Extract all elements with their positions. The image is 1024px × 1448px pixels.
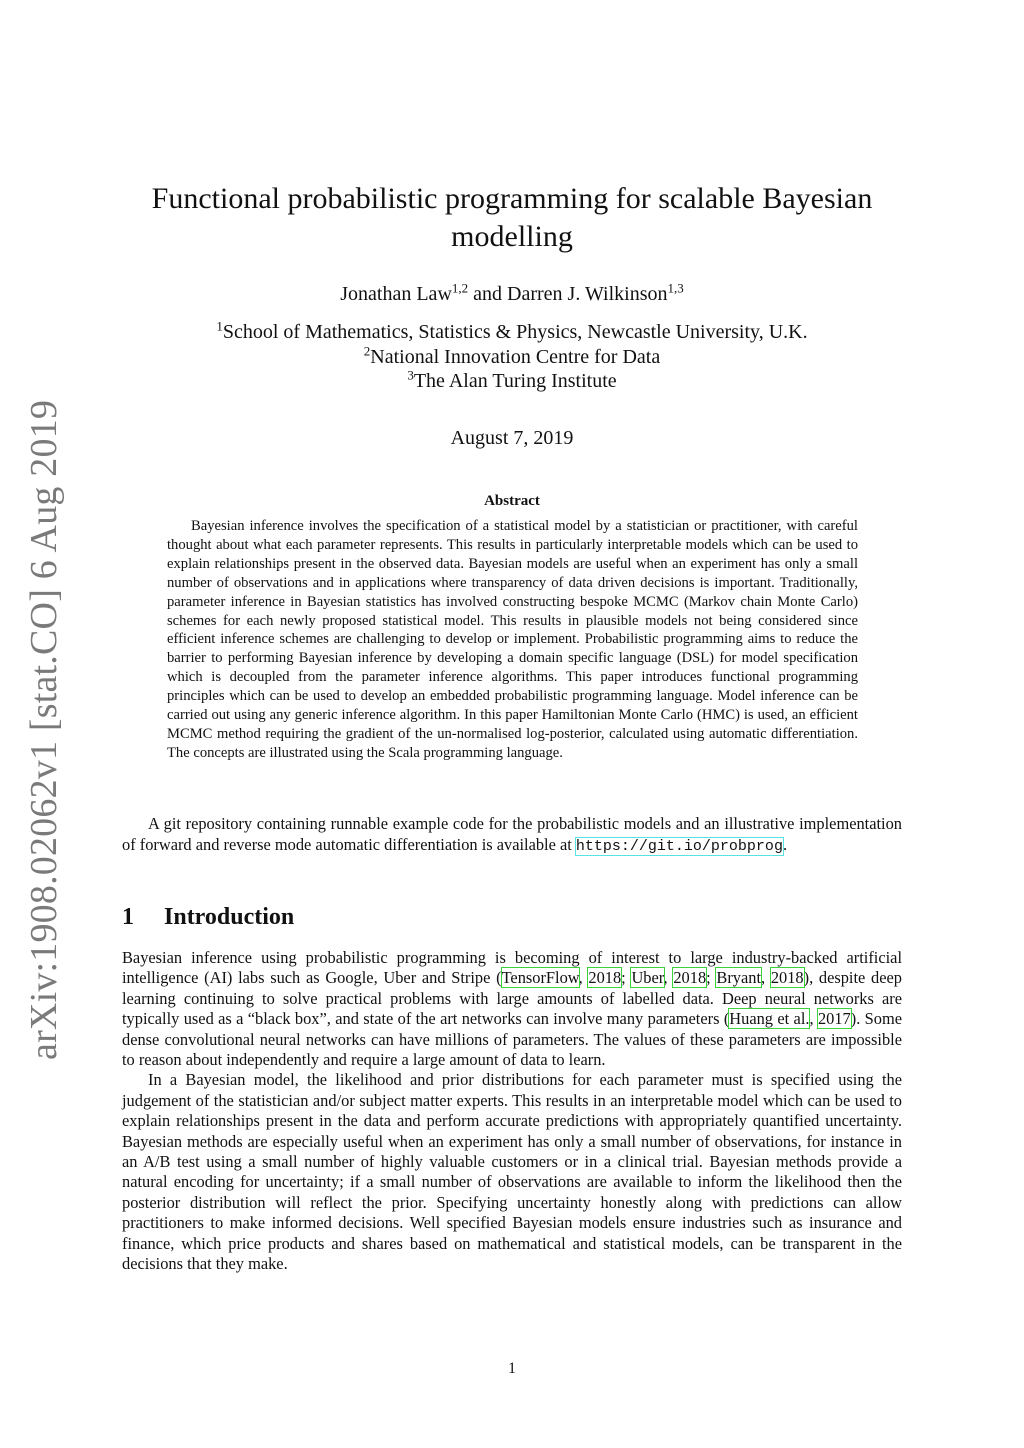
author-list <box>120 281 904 307</box>
author-name-2: and Darren J. Wilkinson <box>468 283 668 305</box>
citation-uber-year[interactable]: 2018 <box>673 968 707 988</box>
citation-separator: ; <box>706 968 717 988</box>
section-heading-introduction <box>122 901 294 933</box>
citation-tensorflow-year[interactable]: 2018 <box>588 968 622 988</box>
affiliation-1 <box>120 320 904 345</box>
section-title: Introduction <box>164 904 295 930</box>
affiliation-list <box>120 320 904 394</box>
citation-bryant-year[interactable]: 2018 <box>770 968 804 988</box>
affiliation-1-text: School of Mathematics, Statistics & Physics, Newcastle University, U.K. <box>222 321 808 343</box>
affiliation-1-mark: 1 <box>216 318 223 334</box>
intro-paragraph-2: In a Bayesian model, the likelihood and prior distributions for each parameter must is specified using the judgement of the statistician and/or subject matter experts. This results in an interpretable model which can be used to explain relationships present in the data and perform accurate predictions with appropriately quantified uncertainty. Bayesian methods are especially useful when an experiment has only a small number of observations, for instance in an A/B test using a small number of highly valuable customers or in a clinical trial. Bayesian methods provide a natural encoding for uncertainty; if a small number of observations are available to inform the likelihood then the posterior distribution will reflect the prior. Specifying uncertainty honestly along with predictions can allow practitioners to make informed decisions. Well specified Bayesian models ensure industries such as insurance and finance, which price products and shares based on mathematical and statistical models, can be transparent in the decisions that they make. <box>122 1070 902 1274</box>
title-line-2: modelling <box>451 220 573 253</box>
author-name-1: Jonathan Law <box>340 283 452 305</box>
author-2-affiliation-marks: 1,3 <box>667 280 684 296</box>
git-repository-link[interactable]: https://git.io/probprog <box>575 838 783 855</box>
citation-bryant[interactable]: Bryant <box>716 968 762 988</box>
citation-tensorflow[interactable]: TensorFlow <box>501 968 579 988</box>
citation-huang[interactable]: Huang et al. <box>729 1009 810 1029</box>
abstract-heading: Abstract <box>484 493 540 509</box>
affiliation-2-text: National Innovation Centre for Data <box>370 345 661 368</box>
affiliation-2-mark: 2 <box>363 342 371 358</box>
affiliation-3-text: The Alan Turing Institute <box>413 370 617 392</box>
citation-uber[interactable]: Uber <box>631 968 664 988</box>
arxiv-identifier-stamp: arXiv:1908.02062v1 [stat.CO] 6 Aug 2019 <box>23 399 65 1060</box>
citation-separator: ; <box>621 968 632 988</box>
git-repository-note <box>122 813 902 857</box>
intro-p1-text-b: ), despite deep learning continuing to solve practical problems with large amounts of labelled data. Deep neural networks are typically used as a “black box”, and state of the art networks can involve many parameters ( <box>122 968 902 1029</box>
affiliation-3-mark: 3 <box>407 367 414 383</box>
intro-p1-text-c: ). Some dense convolutional neural networks can have millions of parameters. The values of these parameters are impossible to reason about independently and require a large amount of data to learn. <box>122 1009 902 1070</box>
citation-huang-year[interactable]: 2017 <box>817 1009 851 1029</box>
author-1-affiliation-marks: 1,2 <box>451 280 469 296</box>
intro-paragraph-1: Bayesian inference using probabilistic programming is becoming of interest to large industry-backed artificial intelligence (AI) labs such as Google, Uber and Stripe (TensorFlow, 2018; Uber, 2018; Bryant, 2018), despite deep learning continuing to solve practical problems with large amounts of labelled data. Deep neural networks are typically used as a “black box”, and state of the art networks can involve many parameters (Huang et al., 2017). Some dense convolutional neural networks can have millions of parameters. The values of these parameters are impossible to reason about independently and require a large amount of data to learn. <box>122 948 902 1070</box>
intro-p1-text-a: Bayesian inference using probabilistic programming is becoming of interest to large industry-backed artificial intelligence (AI) labs such as Google, Uber and Stripe ( <box>122 948 902 988</box>
affiliation-3 <box>120 369 904 394</box>
page-number: 1 <box>508 1360 516 1377</box>
title-line-1: Functional probabilistic programming for scalable Bayesian <box>151 182 873 215</box>
publication-date: August 7, 2019 <box>450 427 574 449</box>
git-note-text: A git repository containing runnable example code for the probabilistic models and an illustrative implementation of forward and reverse mode automatic differentiation is available at <box>122 814 902 854</box>
paper-title <box>120 180 904 256</box>
abstract-text: Bayesian inference involves the specification of a statistical model by a statistician or practitioner, with careful thought about what each parameter represents. This results in particularly interpretable models which can be used to explain relationships present in the observed data. Bayesian models are useful when an experiment has only a small number of observations and in applications where transparency of data driven decisions is important. Traditionally, parameter inference in Bayesian statistics has involved constructing bespoke MCMC (Markov chain Monte Carlo) schemes for each newly proposed statistical model. This results in plausible models not being considered since efficient inference schemes are challenging to develop or implement. Probabilistic programming aims to reduce the barrier to performing Bayesian inference by developing a domain specific language (DSL) for model specification which is decoupled from the parameter inference algorithms. This paper introduces functional programming principles which can be used to develop an embedded probabilistic programming language. Model inference can be carried out using any generic inference algorithm. In this paper Hamiltonian Monte Carlo (HMC) is used, an efficient MCMC method requiring the gradient of the un-normalised log-posterior, calculated using automatic differentiation. The concepts are illustrated using the Scala programming language. <box>167 518 858 761</box>
affiliation-2 <box>120 342 904 370</box>
introduction-body <box>122 948 902 1275</box>
section-number: 1 <box>122 904 134 930</box>
git-note-end: . <box>782 835 788 854</box>
